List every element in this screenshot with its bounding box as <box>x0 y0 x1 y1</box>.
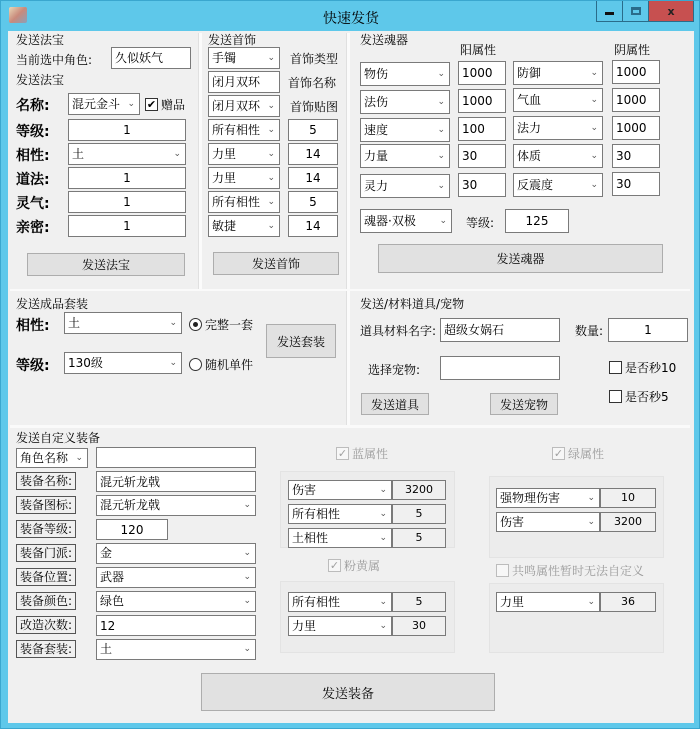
jewelry-icon-select[interactable] <box>208 95 280 117</box>
yin-attr-value[interactable]: 30 <box>612 172 660 196</box>
jewelry-attr-name: 所有相性 <box>212 123 261 137</box>
current-role-field[interactable]: 久似妖气 <box>111 47 191 69</box>
yin-attr-name: 反震度 <box>517 178 554 192</box>
daofa-label: 道法: <box>16 172 50 188</box>
jewelry-icon-value: 闭月双环 <box>212 99 261 113</box>
yin-header: 阴属性 <box>614 43 651 57</box>
send-soul-button[interactable]: 发送魂器 <box>378 244 663 273</box>
suit-group-title: 发送成品套装 <box>16 297 89 311</box>
yin-attr-select[interactable] <box>513 116 603 140</box>
yang-attr-value[interactable]: 1000 <box>458 61 506 85</box>
blue-attr-value[interactable]: 5 <box>392 504 446 524</box>
current-role-label: 当前选中角色: <box>16 53 93 67</box>
maximize-button[interactable] <box>622 1 649 22</box>
yang-attr-select[interactable] <box>360 118 450 142</box>
equip-icon-value: 混元斩龙戟 <box>100 498 161 512</box>
jewelry-attr-name: 敏捷 <box>212 219 237 233</box>
equip-suit-label: 装备套装: <box>16 640 76 658</box>
lingqi-label: 灵气: <box>16 196 50 212</box>
refine-count-field[interactable]: 12 <box>96 615 256 636</box>
chevron-down-icon: ⌄ <box>267 149 275 159</box>
yang-attr-value[interactable]: 1000 <box>458 89 506 113</box>
chevron-down-icon: ⌄ <box>379 485 387 495</box>
pet-label: 选择宠物: <box>368 363 421 377</box>
equip-school-value: 金 <box>100 546 113 560</box>
green-attr-name: 强物理伤害 <box>500 491 561 505</box>
chevron-down-icon: ⌄ <box>169 358 177 368</box>
yang-attr-name: 灵力 <box>364 179 389 193</box>
green-attr-value[interactable]: 3200 <box>600 512 656 532</box>
pink-attr-select[interactable] <box>288 616 392 636</box>
qinmi-field[interactable]: 1 <box>68 215 186 237</box>
jewelry-group-title: 发送首饰 <box>208 33 257 47</box>
send-pet-button[interactable]: 发送宠物 <box>490 393 558 415</box>
yin-attr-name: 气血 <box>517 93 542 107</box>
chevron-down-icon: ⌄ <box>267 173 275 183</box>
chevron-down-icon: ⌄ <box>437 125 445 135</box>
soul-type-value: 魂器·双极 <box>364 214 416 228</box>
yang-attr-value[interactable]: 30 <box>458 144 506 168</box>
green-attr-label: 绿属性 <box>568 447 605 461</box>
daofa-field[interactable]: 1 <box>68 167 186 189</box>
blue-attr-checkbox[interactable] <box>336 445 388 462</box>
jewelry-attr-select[interactable] <box>208 167 280 189</box>
equip-icon-label: 装备图标: <box>16 496 76 514</box>
chevron-down-icon: ⌄ <box>590 180 598 190</box>
jewelry-attr-name: 所有相性 <box>212 195 261 209</box>
equip-slot-select[interactable] <box>96 567 256 588</box>
checkbox-empty-icon <box>609 390 622 403</box>
jewelry-attr-value[interactable]: 14 <box>288 167 338 189</box>
yin-attr-select[interactable] <box>513 61 603 85</box>
fabao-phase-label: 相性: <box>16 148 50 164</box>
lingqi-field[interactable]: 1 <box>68 191 186 213</box>
chevron-down-icon: ⌄ <box>437 151 445 161</box>
resonance-attr-value[interactable]: 36 <box>600 592 656 612</box>
chevron-down-icon: ⌄ <box>437 69 445 79</box>
green-attr-select[interactable] <box>496 512 600 532</box>
blue-attr-name: 所有相性 <box>292 507 341 521</box>
chevron-down-icon: ⌄ <box>379 621 387 631</box>
yin-attr-value[interactable]: 1000 <box>612 88 660 112</box>
blue-attr-label: 蓝属性 <box>352 447 389 461</box>
radio-selected-icon <box>189 318 202 331</box>
checkmark-icon: ✔ <box>146 98 157 111</box>
gift-checkbox[interactable] <box>145 96 185 113</box>
yang-attr-select[interactable] <box>360 144 450 168</box>
chevron-down-icon: ⌄ <box>437 181 445 191</box>
chevron-down-icon: ⌄ <box>243 644 251 654</box>
yin-attr-select[interactable] <box>513 88 603 112</box>
yin-attr-select[interactable] <box>513 173 603 197</box>
equip-icon-select[interactable] <box>96 495 256 516</box>
yin-attr-value[interactable]: 30 <box>612 144 660 168</box>
suit-phase-label: 相性: <box>16 318 50 334</box>
blue-attr-select[interactable] <box>288 528 392 548</box>
divider <box>10 425 690 428</box>
yang-attr-name: 物伤 <box>364 67 389 81</box>
equip-color-label: 装备颜色: <box>16 592 76 610</box>
jewelry-name-field[interactable]: 闭月双环 <box>208 71 280 93</box>
green-attr-checkbox[interactable] <box>552 445 604 462</box>
send-suit-button[interactable]: 发送套装 <box>266 324 336 358</box>
item-name-field[interactable]: 超级女娲石 <box>440 318 560 342</box>
qty-field[interactable]: 1 <box>608 318 688 342</box>
blue-attr-name: 土相性 <box>292 531 329 545</box>
chevron-down-icon: ⌄ <box>587 517 595 527</box>
yang-attr-value[interactable]: 30 <box>458 173 506 197</box>
chevron-down-icon: ⌄ <box>267 101 275 111</box>
chevron-down-icon: ⌄ <box>379 597 387 607</box>
equip-level-label: 装备等级: <box>16 520 76 538</box>
role-name-field[interactable] <box>96 447 256 468</box>
resonance-attr-name: 力里 <box>500 595 525 609</box>
suit-level-select[interactable] <box>64 352 182 374</box>
divider <box>198 33 202 291</box>
chevron-down-icon: ⌄ <box>243 500 251 510</box>
suit-level-label: 等级: <box>16 358 50 374</box>
fabao-name-label: 名称: <box>16 98 50 114</box>
window-title: 快速发货 <box>323 11 379 27</box>
jewelry-type-label: 首饰类型 <box>290 52 339 66</box>
chevron-down-icon: ⌄ <box>379 509 387 519</box>
sec10-label: 是否秒10 <box>625 361 677 375</box>
fabao-level-field[interactable]: 1 <box>68 119 186 141</box>
equip-level-field[interactable]: 120 <box>96 519 168 540</box>
equip-color-select[interactable] <box>96 591 256 612</box>
role-name-label: 角色名称 <box>20 451 69 465</box>
yin-attr-name: 防御 <box>517 66 542 80</box>
resonance-attr-label: 共鸣属性暂时无法自定义 <box>512 564 645 578</box>
close-button[interactable] <box>648 1 694 22</box>
yin-attr-select[interactable] <box>513 144 603 168</box>
items-group-title: 发送/材料道具/宠物 <box>360 297 465 311</box>
yin-attr-name: 法力 <box>517 121 542 135</box>
pink-attr-checkbox[interactable] <box>328 557 380 574</box>
pink-attr-value[interactable]: 30 <box>392 616 446 636</box>
jewelry-attr-value[interactable]: 5 <box>288 191 338 213</box>
title-bar[interactable] <box>1 1 700 31</box>
radio-full-label: 完整一套 <box>205 318 254 332</box>
chevron-down-icon: ⌄ <box>173 149 181 159</box>
chevron-down-icon: ⌄ <box>127 99 135 109</box>
yin-attr-name: 体质 <box>517 149 542 163</box>
fabao-name-select[interactable] <box>68 93 140 115</box>
blue-attr-select[interactable] <box>288 504 392 524</box>
jewelry-type-value: 手镯 <box>212 51 237 65</box>
suit-level-value: 130级 <box>68 356 103 370</box>
equip-slot-label: 装备位置: <box>16 568 76 586</box>
fabao-level-label: 等级: <box>16 124 50 140</box>
gift-label: 赠品 <box>161 98 186 112</box>
fabao-sub-title: 发送法宝 <box>16 73 65 87</box>
role-name-type-select[interactable] <box>16 448 88 468</box>
jewelry-attr-select[interactable] <box>208 191 280 213</box>
jewelry-attr-name: 力里 <box>212 147 237 161</box>
soul-type-select[interactable] <box>360 209 452 233</box>
pink-attr-name: 所有相性 <box>292 595 341 609</box>
jewelry-attr-value[interactable]: 14 <box>288 215 338 237</box>
chevron-down-icon: ⌄ <box>590 151 598 161</box>
checkmark-icon: ✓ <box>553 447 564 460</box>
equip-suit-value: 土 <box>100 642 113 656</box>
jewelry-icon-label: 首饰贴图 <box>290 100 339 114</box>
fabao-phase-value: 土 <box>72 147 85 161</box>
green-attr-name: 伤害 <box>500 515 525 529</box>
minimize-button[interactable] <box>596 1 623 22</box>
equip-color-value: 绿色 <box>100 594 125 608</box>
chevron-down-icon: ⌄ <box>267 53 275 63</box>
equip-name-label: 装备名称: <box>16 472 76 490</box>
resonance-attr-checkbox[interactable] <box>496 562 644 579</box>
yang-attr-name: 法伤 <box>364 95 389 109</box>
send-item-button[interactable]: 发送道具 <box>361 393 429 415</box>
yang-attr-name: 速度 <box>364 123 389 137</box>
jewelry-attr-value[interactable]: 5 <box>288 119 338 141</box>
divider <box>346 33 350 425</box>
equip-slot-value: 武器 <box>100 570 125 584</box>
chevron-down-icon: ⌄ <box>75 453 83 463</box>
pink-attr-value[interactable]: 5 <box>392 592 446 612</box>
chevron-down-icon: ⌄ <box>439 216 447 226</box>
minimize-icon <box>605 12 614 15</box>
chevron-down-icon: ⌄ <box>590 68 598 78</box>
chevron-down-icon: ⌄ <box>379 533 387 543</box>
blue-attr-value[interactable]: 3200 <box>392 480 446 500</box>
jewelry-attr-value[interactable]: 14 <box>288 143 338 165</box>
sec5-checkbox[interactable] <box>609 388 669 405</box>
suit-phase-select[interactable] <box>64 312 182 334</box>
chevron-down-icon: ⌄ <box>590 95 598 105</box>
green-attr-select[interactable] <box>496 488 600 508</box>
equip-school-select[interactable] <box>96 543 256 564</box>
send-jewelry-button[interactable]: 发送首饰 <box>213 252 339 275</box>
jewelry-name-label: 首饰名称 <box>288 76 337 90</box>
yang-attr-select[interactable] <box>360 62 450 86</box>
yin-attr-value[interactable]: 1000 <box>612 116 660 140</box>
jewelry-attr-select[interactable] <box>208 215 280 237</box>
fabao-group-title: 发送法宝 <box>16 33 65 47</box>
sec10-checkbox[interactable] <box>609 359 676 376</box>
blue-attr-select[interactable] <box>288 480 392 500</box>
yang-attr-select[interactable] <box>360 174 450 198</box>
chevron-down-icon: ⌄ <box>243 572 251 582</box>
chevron-down-icon: ⌄ <box>267 125 275 135</box>
chevron-down-icon: ⌄ <box>169 318 177 328</box>
suit-phase-value: 土 <box>68 316 81 330</box>
jewelry-type-select[interactable] <box>208 47 280 69</box>
qinmi-label: 亲密: <box>16 220 50 236</box>
radio-random-piece[interactable] <box>189 356 253 373</box>
fabao-name-value: 混元金斗 <box>72 97 121 111</box>
equip-suit-select[interactable] <box>96 639 256 660</box>
send-fabao-button[interactable]: 发送法宝 <box>27 253 185 276</box>
close-icon: x <box>667 4 675 18</box>
soul-level-label: 等级: <box>466 216 495 230</box>
pet-field[interactable] <box>440 356 560 380</box>
chevron-down-icon: ⌄ <box>267 221 275 231</box>
jewelry-attr-select[interactable] <box>208 119 280 141</box>
blue-attr-name: 伤害 <box>292 483 317 497</box>
item-name-label: 道具材料名字: <box>360 324 437 338</box>
checkbox-empty-icon <box>609 361 622 374</box>
checkbox-empty-icon <box>496 564 509 577</box>
equip-name-field[interactable]: 混元斩龙戟 <box>96 471 256 492</box>
chevron-down-icon: ⌄ <box>590 123 598 133</box>
yang-attr-value[interactable]: 100 <box>458 117 506 141</box>
custom-group-title: 发送自定义装备 <box>16 431 101 445</box>
maximize-icon <box>631 7 641 15</box>
fabao-phase-select[interactable] <box>68 143 186 165</box>
green-attr-value[interactable]: 10 <box>600 488 656 508</box>
soul-group-title: 发送魂器 <box>360 33 409 47</box>
radio-full-set[interactable] <box>189 316 253 333</box>
sec5-label: 是否秒5 <box>625 390 669 404</box>
yin-attr-value[interactable]: 1000 <box>612 60 660 84</box>
qty-label: 数量: <box>575 324 604 338</box>
pink-attr-label: 粉黄属 <box>344 559 381 573</box>
yang-attr-name: 力量 <box>364 149 389 163</box>
equip-school-label: 装备门派: <box>16 544 76 562</box>
chevron-down-icon: ⌄ <box>587 493 595 503</box>
chevron-down-icon: ⌄ <box>587 597 595 607</box>
divider <box>10 289 690 291</box>
yang-header: 阳属性 <box>460 43 497 57</box>
chevron-down-icon: ⌄ <box>243 596 251 606</box>
send-equip-button[interactable]: 发送装备 <box>201 673 495 711</box>
radio-unselected-icon <box>189 358 202 371</box>
jewelry-attr-name: 力里 <box>212 171 237 185</box>
jewelry-attr-select[interactable] <box>208 143 280 165</box>
checkmark-icon: ✓ <box>337 447 348 460</box>
resonance-attr-select[interactable] <box>496 592 600 612</box>
pink-attr-select[interactable] <box>288 592 392 612</box>
blue-attr-value[interactable]: 5 <box>392 528 446 548</box>
chevron-down-icon: ⌄ <box>437 97 445 107</box>
checkmark-icon: ✓ <box>329 559 340 572</box>
yang-attr-select[interactable] <box>360 90 450 114</box>
soul-level-field[interactable]: 125 <box>505 209 569 233</box>
client-area <box>8 31 694 723</box>
chevron-down-icon: ⌄ <box>243 548 251 558</box>
refine-count-label: 改造次数: <box>16 616 76 634</box>
radio-random-label: 随机单件 <box>205 358 254 372</box>
chevron-down-icon: ⌄ <box>267 197 275 207</box>
pink-attr-name: 力里 <box>292 619 317 633</box>
